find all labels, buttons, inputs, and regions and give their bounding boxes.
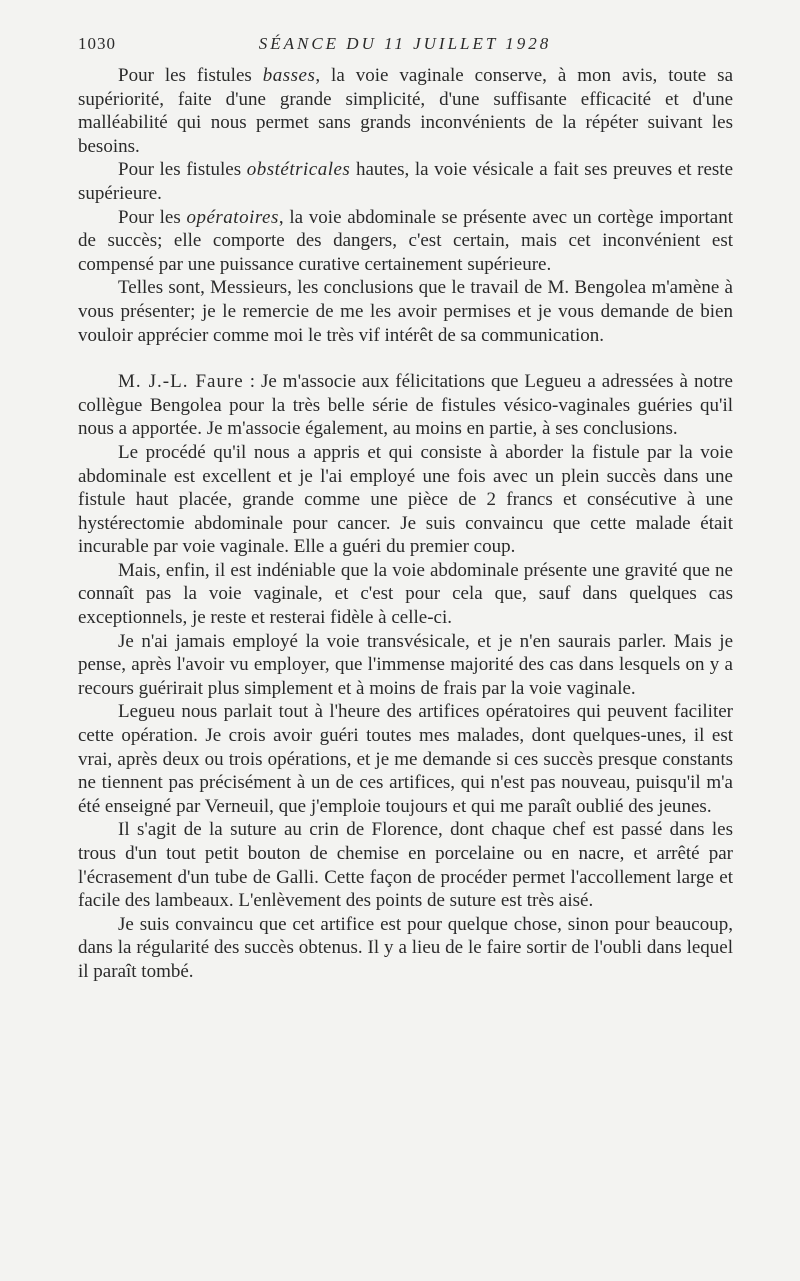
paragraph: Pour les fistules basses, la voie vaginale conserve, à mon avis, toute sa supériorité, faite d'une grande simplicité, d'une suffisante efficacité et d'une malléabilité qui nous permet sans grands inconvénients de la répéter suivant les besoins. (78, 65, 734, 157)
paragraph: Il s'agit de la suture au crin de Florence, dont chaque chef est passé dans les trous d'un tout petit bouton de chemise en porcelaine ou en nacre, et arrêté par l'écrasement d'un tube de Galli. Cette façon de procéder permet l'accollement large et facile des lambeaux. L'enlèvement des points de suture est très aisé. (78, 819, 733, 912)
speaker-name: M. J.-L. Faure (118, 371, 244, 393)
running-title: SÉANCE DU 11 JUILLET 1928 (258, 34, 552, 53)
paragraph: Legueu nous parlait tout à l'heure des artifices opératoires qui peuvent faciliter cette opération. Je crois avoir guéri toutes mes malades, dont quelques-unes, il est vrai, après deux ou trois opérations, et je me demande si ces succès presque constants ne tiennent pas précisément à un de ces artifices, qui n'est pas nouveau, puisqu'il m'a été enseigné par Verneuil, que j'emploie toujours et qui me paraît oublié des jeunes. (78, 701, 733, 817)
page-number: 1030 (78, 34, 116, 53)
paragraph: M. J.-L. Faure : Je m'associe aux félicitations que Legueu a adressées à notre collègue Bengolea pour la très belle série de fistules vésico-vaginales guéries qu'il nous a apportée. Je m'associe également, au moins en partie, à ses conclusions. (78, 371, 733, 440)
paragraph: Telles sont, Messieurs, les conclusions que le travail de M. Bengolea m'amène à vous présenter; je le remercie de me les avoir permises et je vous demande de bien vouloir apprécier comme moi le très vif intérêt de sa communication. (78, 277, 733, 346)
paragraph: Pour les fistules obstétricales hautes, la voie vésicale a fait ses preuves et reste supérieure. (78, 159, 733, 204)
paragraph: Pour les opératoires, la voie abdominale se présente avec un cortège important de succès; elle comporte des dangers, c'est certain, mais cet inconvénient est compensé par une puissance curative certainement supérieure. (78, 206, 733, 275)
paragraph: Je suis convaincu que cet artifice est pour quelque chose, sinon pour beaucoup, dans la régularité des succès obtenus. Il y a lieu de le faire sortir de l'oubli dans lequel il paraît tombé. (78, 913, 733, 982)
body-text (78, 64, 733, 984)
paragraph: Mais, enfin, il est indéniable que la voie abdominale présente une gravité que ne connaît pas la voie vaginale, et c'est pour cela que, sauf dans quelques cas exceptionnels, je reste et resterai fidèle à celle-ci. (78, 559, 733, 629)
paragraph: Le procédé qu'il nous a appris et qui consiste à aborder la fistule par la voie abdominale est excellent et je l'ai employé une fois avec un plein succès dans une fistule haut placée, grande comme une pièce de 2 francs et consécutive à une hystérectomie abdominale pour cancer. Je suis convaincu que cette malade était incurable par voie vaginale. Elle a guéri du premier coup. (78, 441, 733, 558)
paragraph: Je n'ai jamais employé la voie transvésicale, et je n'en saurais parler. Mais je pense, après l'avoir vu employer, que l'immense majorité des cas dans lesquels on y a recours guérirait plus simplement et à moins de frais par la voie vaginale. (78, 630, 733, 699)
page-header (78, 34, 732, 58)
